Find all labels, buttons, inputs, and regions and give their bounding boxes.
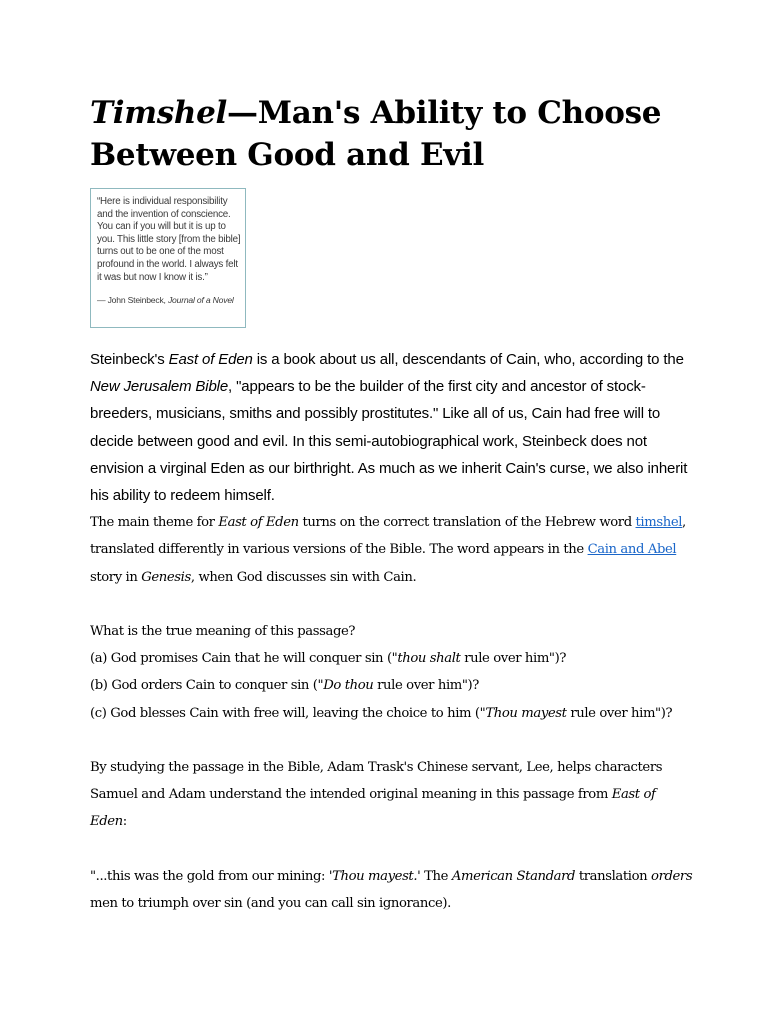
spacer <box>90 727 695 754</box>
book-title: East of Eden <box>168 351 253 368</box>
option-c <box>90 700 695 727</box>
text-run: translation <box>575 868 652 884</box>
text-run: , when God discusses sin with Cain. <box>190 569 417 585</box>
quoted-phrase: 'Thou mayest.' <box>328 868 421 884</box>
option-phrase: Do thou <box>323 678 374 694</box>
text-run: The main theme for <box>90 515 219 531</box>
text-run: (c) God blesses Cain with free will, leaving the choice to him (" <box>90 705 486 721</box>
book-title: East of Eden <box>218 515 299 531</box>
theme-paragraph <box>90 509 695 591</box>
genesis-title: Genesis <box>141 569 191 585</box>
text-run: men to triumph over sin (and you can call sin ignorance). <box>90 896 451 912</box>
text-run: is a book about us all, descendants of Cain, who, according to the <box>252 351 684 368</box>
bible-title: New Jerusalem Bible <box>90 378 229 396</box>
timshel-link[interactable]: timshel <box>635 515 683 531</box>
text-run: , translated differently in various versions of the Bible. The word appears in the <box>90 515 686 558</box>
option-b <box>90 672 695 699</box>
text-run: , "appears to be the builder of the first city and ancestor of stock-breeders, musicians, smiths and possibly prostitutes." Like all of us, Cain had free will to decide between good and evil. In this semi-autobiographical work, Steinbeck does not envision a virginal Eden as our birthright. As much as we inherit Cain's curse, we also inherit his ability to redeem himself. <box>90 378 688 505</box>
quote-paragraph <box>90 863 695 917</box>
text-run: : <box>122 814 127 830</box>
question-line: What is the true meaning of this passage? <box>90 624 356 640</box>
cain-and-abel-link[interactable]: Cain and Abel <box>587 542 677 558</box>
page-title <box>90 92 695 176</box>
quote-image <box>90 188 246 328</box>
document-page <box>90 92 695 917</box>
text-run: rule over him")? <box>460 651 567 667</box>
text-run: story in <box>90 569 142 585</box>
text-run: By studying the passage in the Bible, Adam Trask's Chinese servant, Lee, helps characters Samuel and Adam understand the intended original meaning in this passage from <box>90 760 663 803</box>
option-a <box>90 645 695 672</box>
text-run: turns on the correct translation of the Hebrew word <box>298 515 636 531</box>
emphasis-word: orders <box>651 868 693 884</box>
book-title: East of Eden <box>90 787 656 830</box>
text-run: rule over him")? <box>566 705 673 721</box>
quote-work: Journal of a Novel <box>167 295 234 306</box>
title-rest: —Man's Ability to Choose Between Good and Evil <box>90 95 662 173</box>
text-run: (a) God promises Cain that he will conquer sin (" <box>90 651 398 667</box>
quote-author: — John Steinbeck, <box>97 295 166 306</box>
text-run: rule over him")? <box>373 678 479 694</box>
spacer <box>90 836 695 863</box>
text-run: (b) God orders Cain to conquer sin (" <box>90 678 324 694</box>
title-italic: Timshel <box>90 95 228 131</box>
translation-name: American Standard <box>451 868 576 884</box>
text-run: Steinbeck's <box>90 351 169 368</box>
text-run: "...this was the gold from our mining: <box>90 868 329 884</box>
text-run: The <box>420 868 452 884</box>
quote-attribution <box>97 294 241 307</box>
intro-paragraph <box>90 346 695 509</box>
lee-paragraph <box>90 754 695 836</box>
option-phrase: thou shalt <box>397 651 461 667</box>
spacer <box>90 591 695 618</box>
quote-text: “Here is individual responsibility and the invention of conscience. You can if you will but it is up to you. This little story [from the bible] turns out to be one of the most profound in the world. I always felt it was but now I know it is.” <box>97 196 241 283</box>
option-phrase: Thou mayest <box>485 705 567 721</box>
